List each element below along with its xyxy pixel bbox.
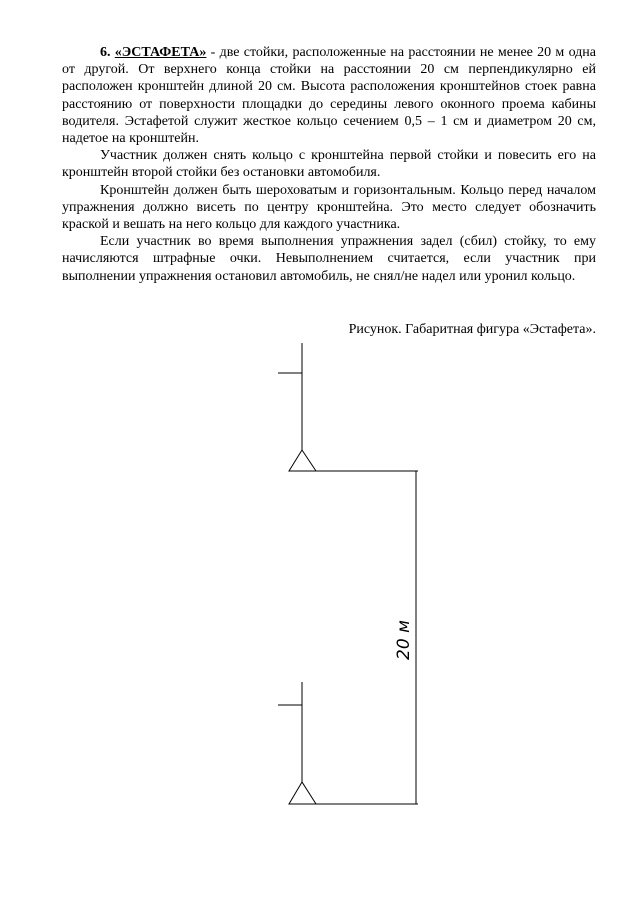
dimension-label: 20 м: [394, 620, 414, 660]
figure-caption: Рисунок. Габаритная фигура «Эстафета».: [348, 322, 596, 337]
section-title: «ЭСТАФЕТА»: [114, 45, 207, 60]
section-intro: - две стойки, расположенные на расстоянии не менее 20 м одна от другой. От верхнего конца стойки на расстоянии 20 см перпендикулярно ей расположен кронштейн длиной 20 см. Высота расположения кронштейнов стоек равна расстоянию от поверхности площадки до середины левого оконного проема кабины водителя. Эстафетой служит жесткое кольцо сечением 0,5 – 1 см и диаметром 20 см, надетое на кронштейн.: [62, 45, 596, 147]
post-2-base-triangle: [289, 782, 316, 804]
paragraph: Если участник во время выполнения упражнения задел (сбил) стойку, то ему начисляются штрафные очки. Невыполнением считается, если участник при выполнении упражнения остановил автомобиль, не снял/не надел или уронил кольцо.: [62, 234, 596, 284]
paragraph: Участник должен снять кольцо с кронштейна первой стойки и повесить его на кронштейн второй стойки без остановки автомобиля.: [62, 148, 596, 181]
post-1-base-triangle: [289, 450, 316, 471]
section-number: 6.: [100, 45, 111, 60]
paragraph: Кронштейн должен быть шероховатым и горизонтальным. Кольцо перед началом упражнения должно висеть по центру кронштейна. Это место следует обозначить краской и вешать на него кольцо для каждого участника.: [62, 182, 596, 233]
